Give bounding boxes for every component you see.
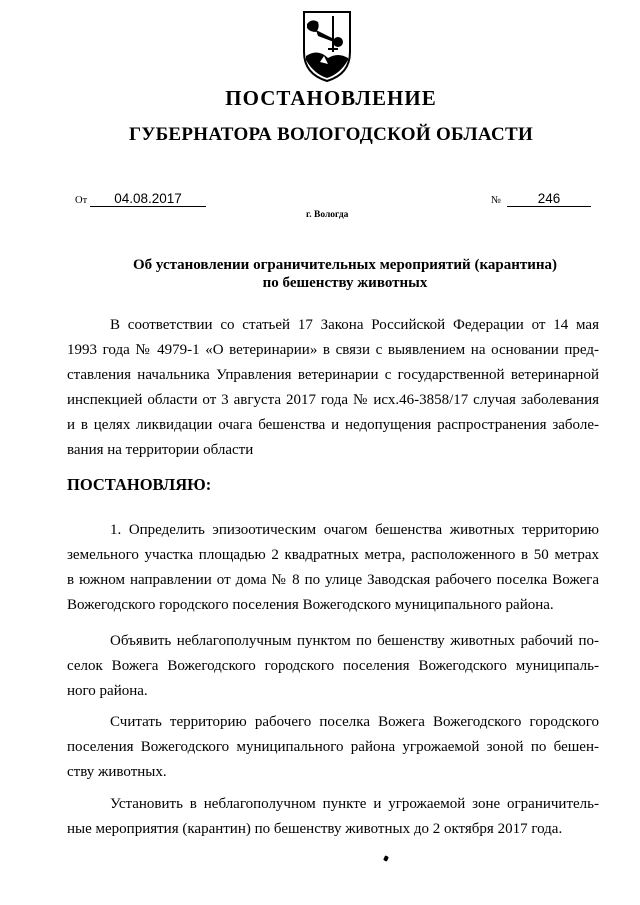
text-line: ные мероприятия (карантин) по бешенству животных до 2 октября 2017 года. — [67, 821, 563, 837]
text-line: Считать территорию рабочего поселка Вожега Вожегодского городского — [110, 714, 599, 730]
decree-paragraph — [67, 629, 599, 704]
subject-line: по бешенству животных — [262, 275, 428, 291]
text-line: и в целях ликвидации очага бешенства и недопущения распространения заболе- — [67, 417, 599, 433]
text-line: в южном направлении от дома № 8 по улице Заводская рабочего поселка Вожега — [67, 572, 599, 588]
document-subject — [0, 256, 640, 292]
text-line: ного района. — [67, 683, 148, 699]
text-line: ству животных. — [67, 764, 167, 780]
vologda-coat-of-arms-icon — [298, 8, 356, 84]
document-subtitle: ГУБЕРНАТОРА ВОЛОГОДСКОЙ ОБЛАСТИ — [128, 124, 534, 145]
document-city: г. Вологда — [306, 210, 349, 220]
text-line: В соответствии со статьей 17 Закона Российской Федерации от 14 мая — [110, 317, 599, 333]
text-line: инспекцией области от 3 августа 2017 года № исх.46-3858/17 случая заболевания — [67, 392, 599, 408]
text-line: селок Вожега Вожегодского городского поселения Вожегодского муниципаль- — [67, 658, 599, 674]
preamble-paragraph — [67, 313, 599, 463]
document-number: 246 — [507, 191, 591, 207]
document-title: ПОСТАНОВЛЕНИЕ — [225, 86, 437, 110]
text-line: ставления начальника Управления ветеринарии с государственной ветеринарной — [67, 367, 599, 383]
text-line: поселения Вожегодского муниципального района угрожаемой зоной по бешен- — [67, 739, 599, 755]
decree-paragraph — [67, 792, 599, 842]
text-line: Вожегодского городского поселения Вожегодского муниципального района. — [67, 597, 554, 613]
text-line: вания на территории области — [67, 442, 254, 458]
date-prefix: От — [75, 195, 88, 206]
document-date: 04.08.2017 — [90, 191, 206, 207]
text-line: Объявить неблагополучным пунктом по бешенству животных рабочий по- — [110, 633, 599, 649]
decree-paragraph — [67, 518, 599, 618]
decree-word: ПОСТАНОВЛЯЮ: — [67, 475, 212, 494]
decree-paragraph — [67, 710, 599, 785]
text-line: земельного участка площадью 2 квадратных метра, расположенного в 50 метрах — [67, 547, 599, 563]
text-line: Установить в неблагополучном пункте и угрожаемой зоне ограничитель- — [110, 796, 599, 812]
scan-speck — [383, 855, 389, 861]
text-line: 1993 года № 4979-1 «О ветеринарии» в связи с выявлением на основании пред- — [67, 342, 599, 358]
text-line: 1. Определить эпизоотическим очагом бешенства животных территорию — [110, 522, 599, 538]
number-prefix: № — [491, 195, 502, 206]
subject-line: Об установлении ограничительных мероприятий (карантина) — [132, 257, 557, 273]
